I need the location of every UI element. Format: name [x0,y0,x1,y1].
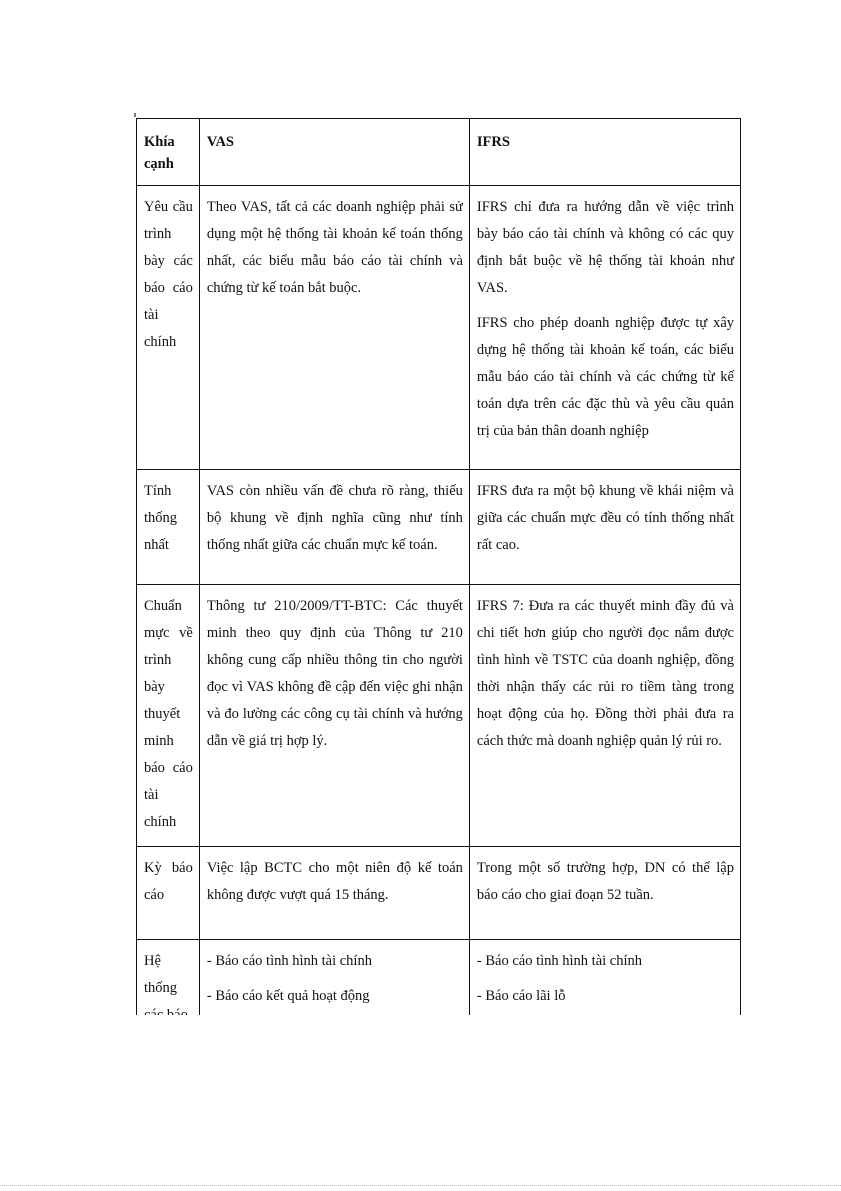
vas-cell [199,585,469,847]
ifrs-text: IFRS đưa ra một bộ khung về khái niệm và giữa các chuẩn mực đều có tính thống nhất rất cao. [476,483,734,553]
aspect-cell: Chuẩn mực về trình bày thuyết minh báo cáo tài chính [137,585,200,847]
header-aspect: Khía cạnh [137,119,200,186]
vas-text: - Báo cáo tình hình tài chính [206,953,372,969]
vas-cell [199,847,469,940]
page-bottom-edge [0,1185,841,1187]
vas-text: - Báo cáo kết quả hoạt động [206,988,370,1004]
header-vas: VAS [199,119,469,186]
vas-text: Việc lập BCTC cho một niên độ kế toán không được vượt quá 15 tháng. [206,860,463,903]
page-blank-area [0,1015,841,1191]
corner-mark [134,113,136,117]
vas-text: Thông tư 210/2009/TT-BTC: Các thuyết minh theo quy định của Thông tư 210 không cung cấp nhiều thông tin cho người đọc vì VAS không đề cập đến việc ghi nhận và đo lường các công cụ tài chính và hướng dẫn về giá trị hợp lý. [206,598,463,749]
vas-text: Theo VAS, tất cả các doanh nghiệp phải sử dụng một hệ thống tài khoản kế toán thống nhất, các biểu mẫu báo cáo tài chính và chứng từ kế toán bắt buộc. [206,199,463,296]
aspect-cell: Tính thống nhất [137,470,200,585]
vas-cell [199,186,469,470]
ifrs-text: - Báo cáo tình hình tài chính [476,953,643,969]
aspect-cell: Kỳ báo cáo [137,847,200,940]
table-row [137,585,741,847]
comparison-table [136,118,741,1039]
ifrs-text: Trong một số trường hợp, DN có thể lập báo cáo cho giai đoạn 52 tuần. [476,860,734,903]
vas-text: VAS còn nhiều vấn đề chưa rõ ràng, thiếu bộ khung về định nghĩa cũng như tính thống nhất giữa các chuẩn mực kế toán. [206,483,463,553]
table-row [137,186,741,470]
vas-cell [199,470,469,585]
ifrs-cell [469,186,740,470]
ifrs-text: IFRS 7: Đưa ra các thuyết minh đầy đủ và chi tiết hơn giúp cho người đọc nắm được tình hình về TSTC của doanh nghiệp, đồng thời nhận thấy các rủi ro tiềm tàng trong hoạt động của họ. Đồng thời phải đưa ra cách thức mà doanh nghiệp quản lý rủi ro. [476,598,734,749]
ifrs-text: IFRS cho phép doanh nghiệp được tự xây dựng hệ thống tài khoản kế toán, các biểu mẫu báo cáo tài chính và các chứng từ kế toán dựa trên các đặc thù và yêu cầu quản trị của bản thân doanh nghiệp [476,315,734,439]
ifrs-cell [469,470,740,585]
aspect-cell: Yêu cầu trình bày các báo cáo tài chính [137,186,200,470]
table-header-row [137,119,741,186]
ifrs-cell [469,847,740,940]
ifrs-text: - Báo cáo lãi lỗ [476,988,566,1004]
table-row [137,847,741,940]
aspect-cell: Hệ thống [137,940,200,1040]
ifrs-cell [469,585,740,847]
ifrs-text: IFRS chỉ đưa ra hướng dẫn về việc trình bày báo cáo tài chính và không có các quy định bắt buộc về hệ thống tài khoản như VAS. [476,199,734,296]
table-row [137,470,741,585]
header-ifrs: IFRS [469,119,740,186]
